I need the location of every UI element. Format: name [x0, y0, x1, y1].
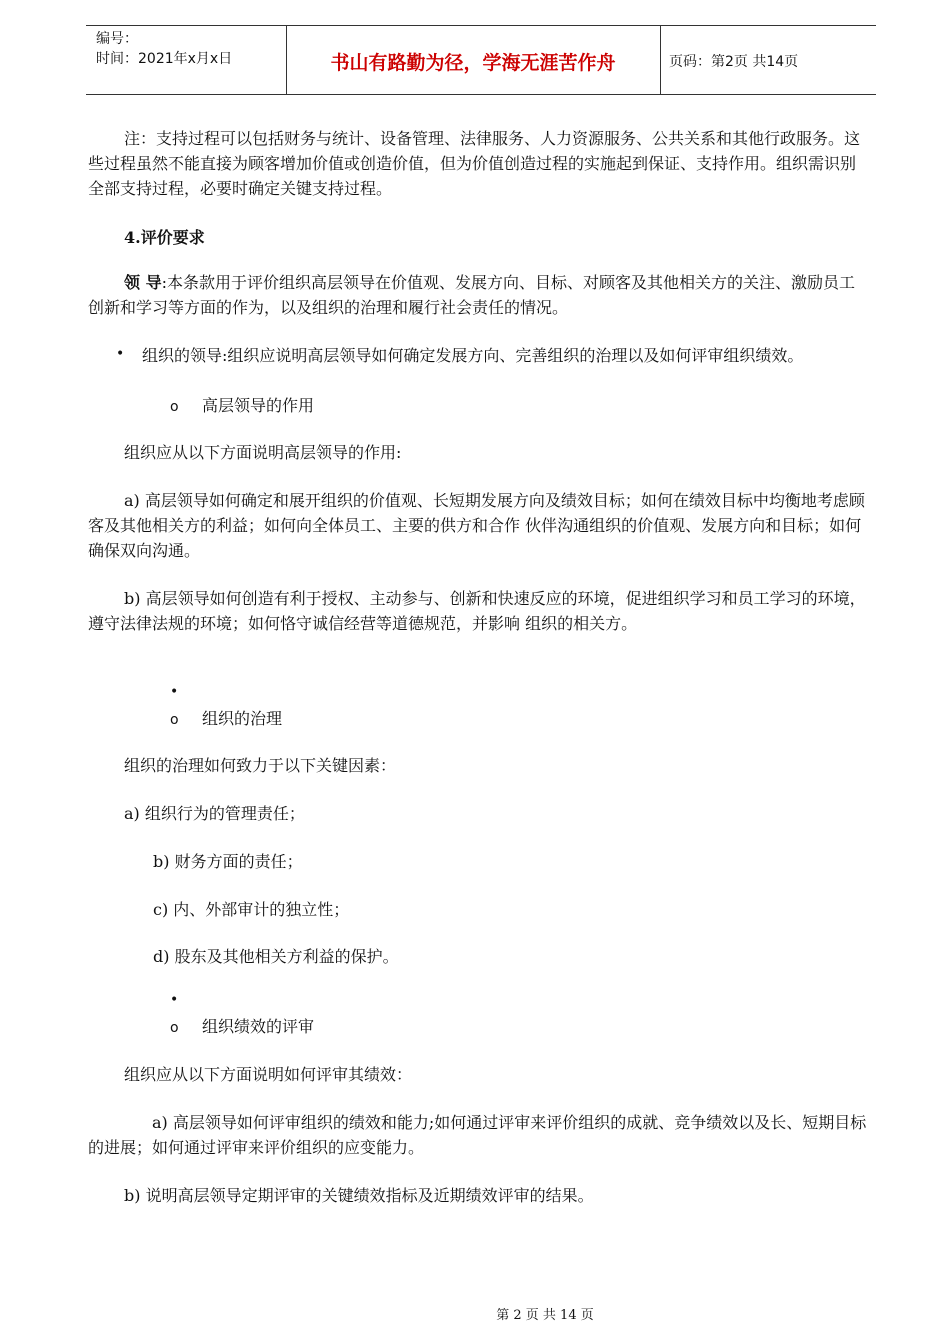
header-page-number: 页码：第2页 共14页 — [669, 54, 799, 70]
governance-item-c: c) 内、外部审计的独立性； — [153, 900, 350, 919]
leadership-paragraph — [88, 270, 868, 320]
support-process-note: 注：支持过程可以包括财务与统计、设备管理、法律服务、人力资源服务、公共关系和其他行政服务。这些过程虽然不能直接为顾客增加价值或创造价值，但为价值创造过程的实施起到保证、支持作用。组织需识别全部支持过程，必要时确定关键支持过程。 — [88, 129, 861, 198]
document-time-label: 时间：2021年x月x日 — [96, 51, 233, 67]
leadership-role-item-b: b) 高层领导如何创造有利于授权、主动参与、创新和快速反应的环境，促进组织学习和员工学习的环境，遵守法律法规的环境；如何恪守诚信经营等道德规范，并影响 组织的相关方。 — [88, 589, 866, 633]
page-header — [86, 25, 876, 95]
document-number-label: 编号： — [96, 31, 138, 47]
sub-item-marker: o — [170, 712, 179, 728]
sub-item-label: 组织绩效的评审 — [202, 1017, 315, 1036]
leadership-text: :本条款用于评价组织高层领导在价值观、发展方向、目标、对顾客及其他相关方的关注、激励员工创新和学习等方面的作为，以及组织的治理和履行社会责任的情况。 — [88, 273, 855, 317]
section-title: 4.评价要求 — [124, 228, 205, 247]
bullet-marker: • — [170, 992, 179, 1008]
review-item-b: b) 说明高层领导定期评审的关键绩效指标及近期绩效评审的结果。 — [124, 1186, 594, 1205]
leadership-role-intro: 组织应从以下方面说明高层领导的作用: — [124, 443, 402, 462]
leadership-label: 领 导 — [124, 273, 162, 292]
bullet-organization-leadership: 组织的领导:组织应说明高层领导如何确定发展方向、完善组织的治理以及如何评审组织绩效。 — [142, 346, 804, 365]
header-motto-cell — [286, 26, 661, 94]
sub-item-performance-review — [170, 1014, 314, 1041]
review-item-a: a) 高层领导如何评审组织的绩效和能力;如何通过评审来评价组织的成就、竞争绩效以及长、短期目标的进展；如何通过评审来评价组织的应变能力。 — [88, 1113, 867, 1157]
bullet-marker: • — [170, 684, 179, 700]
governance-intro: 组织的治理如何致力于以下关键因素： — [124, 756, 397, 775]
sub-item-senior-leadership — [170, 393, 314, 420]
governance-item-d: d) 股东及其他相关方利益的保护。 — [153, 947, 399, 966]
sub-item-label: 高层领导的作用 — [202, 396, 315, 415]
governance-item-b: b) 财务方面的责任； — [153, 852, 303, 871]
sub-item-label: 组织的治理 — [202, 709, 283, 728]
leadership-role-item-a: a) 高层领导如何确定和展开组织的价值观、长短期发展方向及绩效目标；如何在绩效目标中均衡地考虑顾客及其他相关方的利益；如何向全体员工、主要的供方和合作 伙伴沟通组织的价值观、发展方向和目标；如何确保双向沟通。 — [88, 491, 865, 560]
sub-item-marker: o — [170, 1020, 179, 1036]
page-footer: 第 2 页 共 14 页 — [496, 1308, 594, 1323]
governance-item-a: a) 组织行为的管理责任； — [124, 804, 305, 823]
sub-item-marker: o — [170, 399, 179, 415]
review-intro: 组织应从以下方面说明如何评审其绩效： — [124, 1065, 413, 1084]
header-page-cell — [661, 26, 876, 94]
header-meta-cell — [86, 26, 287, 94]
sub-item-governance — [170, 706, 282, 733]
bullet-marker: • — [116, 346, 125, 362]
header-motto: 书山有路勤为径，学海无涯苦作舟 — [330, 52, 616, 74]
